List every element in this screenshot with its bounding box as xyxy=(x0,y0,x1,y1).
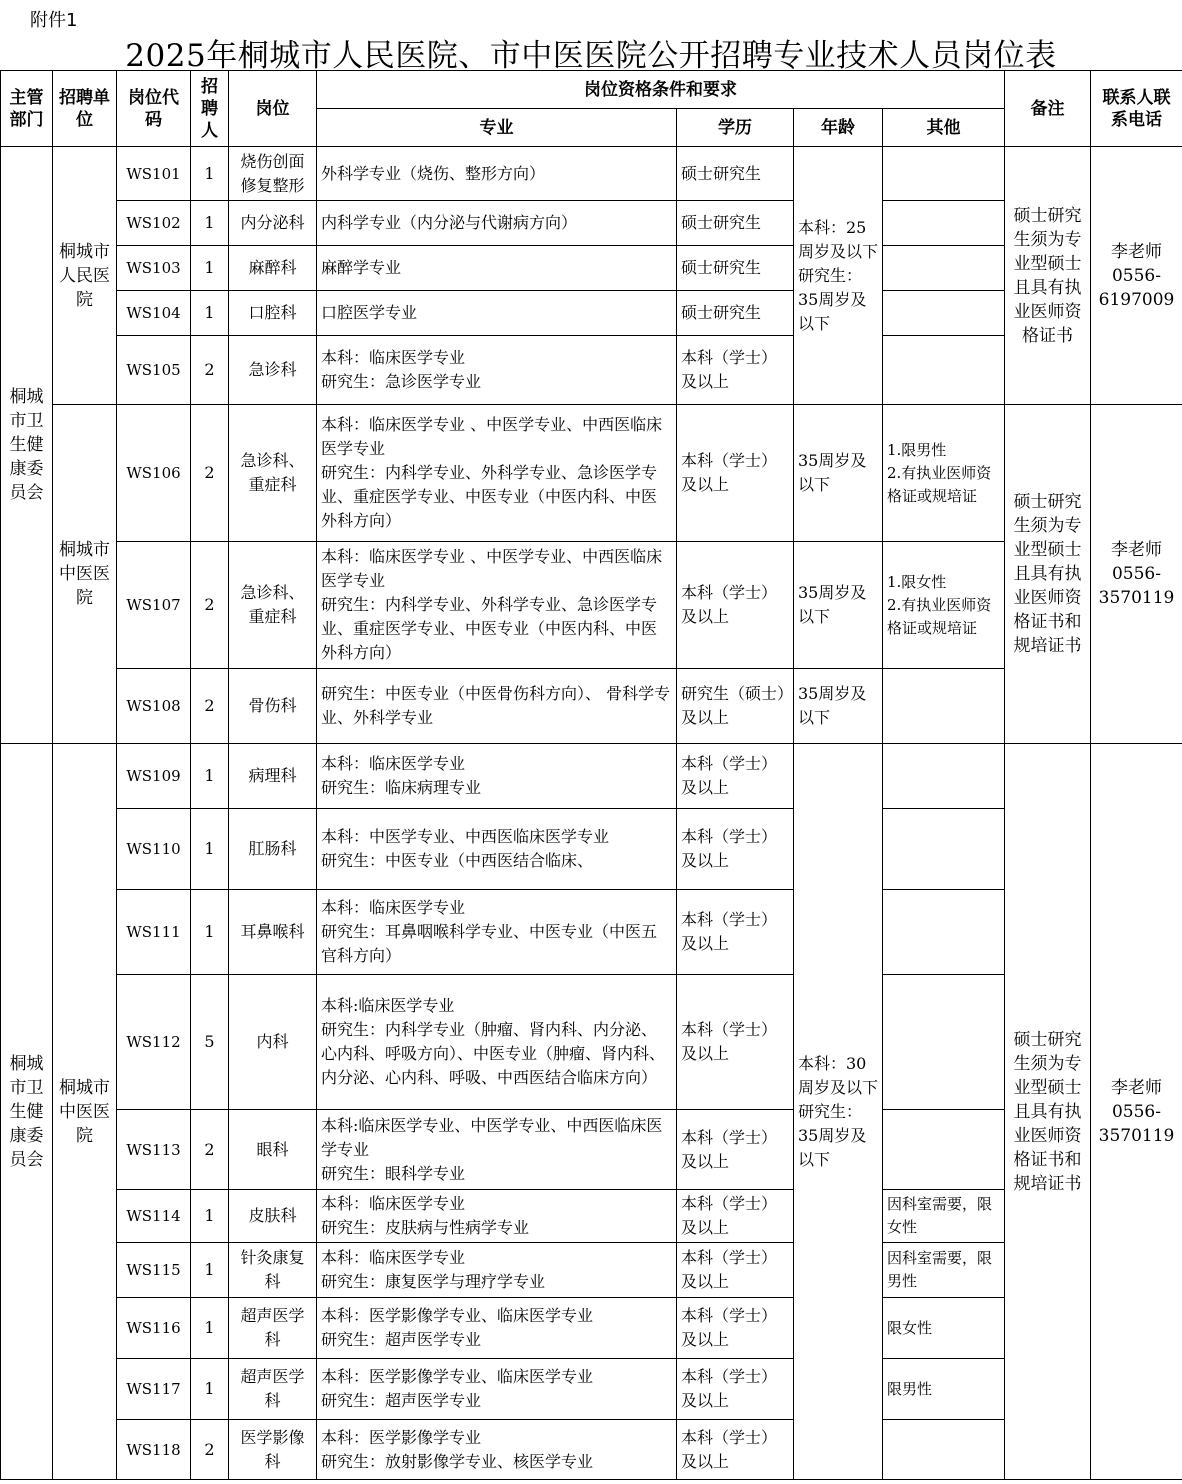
code-cell: WS116 xyxy=(117,1298,191,1359)
remark-cell: 硕士研究生须为专业型硕士且具有执业医师资格证书和规培证书 xyxy=(1005,405,1091,744)
count-cell: 2 xyxy=(191,669,229,744)
count-cell: 1 xyxy=(191,890,229,975)
age-cell: 本科：30周岁及以下 研究生：35周岁及以下 xyxy=(794,744,883,1480)
page-title: 2025年桐城市人民医院、市中医医院公开招聘专业技术人员岗位表 xyxy=(125,38,1057,74)
education-cell: 本科（学士）及以上 xyxy=(677,1243,794,1298)
header-dept: 主管部门 xyxy=(1,71,53,147)
header-education: 学历 xyxy=(677,109,794,147)
other-cell xyxy=(883,975,1005,1110)
education-cell: 本科（学士）及以上 xyxy=(677,405,794,542)
education-cell: 硕士研究生 xyxy=(677,246,794,291)
post-cell: 耳鼻喉科 xyxy=(229,890,317,975)
header-age: 年龄 xyxy=(794,109,883,147)
education-cell: 本科（学士）及以上 xyxy=(677,336,794,405)
count-cell: 1 xyxy=(191,1243,229,1298)
post-cell: 急诊科、重症科 xyxy=(229,405,317,542)
major-cell: 本科:临床医学专业、中医学专业、中西医临床医学专业 研究生：眼科学专业 xyxy=(317,1110,677,1190)
education-cell: 硕士研究生 xyxy=(677,291,794,336)
count-cell: 1 xyxy=(191,1190,229,1243)
age-cell: 35周岁及以下 xyxy=(794,669,883,744)
post-cell: 骨伤科 xyxy=(229,669,317,744)
major-cell: 本科：临床医学专业 研究生：康复医学与理疗学专业 xyxy=(317,1243,677,1298)
major-cell: 本科:临床医学专业 研究生：内科学专业（肿瘤、肾内科、内分泌、心内科、呼吸方向）、中医专业（肿瘤、肾内科、内分泌、心内科、呼吸、中西医结合临床方向） xyxy=(317,975,677,1110)
header-requirements: 岗位资格条件和要求 xyxy=(317,71,1005,109)
major-cell: 本科：临床医学专业 研究生：皮肤病与性病学专业 xyxy=(317,1190,677,1243)
count-cell: 1 xyxy=(191,1359,229,1420)
dept-cell: 桐城市卫生健康委员会 xyxy=(1,744,53,1480)
code-cell: WS118 xyxy=(117,1420,191,1480)
education-cell: 本科（学士）及以上 xyxy=(677,975,794,1110)
contact-cell: 李老师 0556-3570119 xyxy=(1091,744,1182,1480)
code-cell: WS109 xyxy=(117,744,191,809)
post-cell: 超声医学科 xyxy=(229,1359,317,1420)
other-cell xyxy=(883,1420,1005,1480)
post-cell: 急诊科、重症科 xyxy=(229,542,317,669)
major-cell: 本科：临床医学专业 研究生：耳鼻咽喉科学专业、中医专业（中医五官科方向） xyxy=(317,890,677,975)
contact-cell: 李老师 0556-3570119 xyxy=(1091,405,1182,744)
count-cell: 1 xyxy=(191,744,229,809)
recruitment-table xyxy=(0,70,1182,1480)
count-cell: 2 xyxy=(191,1420,229,1480)
education-cell: 本科（学士）及以上 xyxy=(677,1298,794,1359)
post-cell: 病理科 xyxy=(229,744,317,809)
other-cell: 限女性 xyxy=(883,1298,1005,1359)
post-cell: 内科 xyxy=(229,975,317,1110)
count-cell: 1 xyxy=(191,809,229,890)
other-cell: 因科室需要，限男性 xyxy=(883,1243,1005,1298)
count-cell: 2 xyxy=(191,1110,229,1190)
major-cell: 本科：临床医学专业 研究生：急诊医学专业 xyxy=(317,336,677,405)
major-cell: 本科：中医学专业、中西医临床医学专业 研究生：中医专业（中西医结合临床、 xyxy=(317,809,677,890)
unit-cell: 桐城市中医医院 xyxy=(53,744,117,1480)
other-cell xyxy=(883,246,1005,291)
major-cell: 本科：医学影像学专业 研究生：放射影像学专业、核医学专业 xyxy=(317,1420,677,1480)
age-cell: 本科：25周岁及以下 研究生：35周岁及以下 xyxy=(794,147,883,405)
count-cell: 1 xyxy=(191,246,229,291)
count-cell: 1 xyxy=(191,1298,229,1359)
major-cell: 内科学专业（内分泌与代谢病方向） xyxy=(317,201,677,246)
code-cell: WS112 xyxy=(117,975,191,1110)
attachment-label: 附件1 xyxy=(30,10,78,31)
post-cell: 眼科 xyxy=(229,1110,317,1190)
other-cell xyxy=(883,201,1005,246)
education-cell: 本科（学士）及以上 xyxy=(677,890,794,975)
table-row xyxy=(1,744,1182,809)
post-cell: 内分泌科 xyxy=(229,201,317,246)
table-row xyxy=(1,405,1182,542)
count-cell: 1 xyxy=(191,147,229,201)
header-other: 其他 xyxy=(883,109,1005,147)
education-cell: 研究生（硕士）及以上 xyxy=(677,669,794,744)
major-cell: 麻醉学专业 xyxy=(317,246,677,291)
code-cell: WS103 xyxy=(117,246,191,291)
education-cell: 硕士研究生 xyxy=(677,201,794,246)
count-cell: 2 xyxy=(191,336,229,405)
other-cell xyxy=(883,669,1005,744)
contact-cell: 李老师 0556-6197009 xyxy=(1091,147,1182,405)
education-cell: 本科（学士）及以上 xyxy=(677,1110,794,1190)
code-cell: WS102 xyxy=(117,201,191,246)
education-cell: 本科（学士）及以上 xyxy=(677,1359,794,1420)
code-cell: WS113 xyxy=(117,1110,191,1190)
post-cell: 急诊科 xyxy=(229,336,317,405)
post-cell: 肛肠科 xyxy=(229,809,317,890)
other-cell: 因科室需要，限女性 xyxy=(883,1190,1005,1243)
post-cell: 麻醉科 xyxy=(229,246,317,291)
unit-cell: 桐城市人民医院 xyxy=(53,147,117,405)
code-cell: WS105 xyxy=(117,336,191,405)
code-cell: WS104 xyxy=(117,291,191,336)
other-cell: 1.限男性 2.有执业医师资格证或规培证 xyxy=(883,405,1005,542)
post-cell: 医学影像科 xyxy=(229,1420,317,1480)
major-cell: 本科：临床医学专业 、中医学专业、中西医临床医学专业 研究生：内科学专业、外科学专业、急诊医学专业、重症医学专业、中医专业（中医内科、中医外科方向） xyxy=(317,405,677,542)
education-cell: 本科（学士）及以上 xyxy=(677,1190,794,1243)
other-cell xyxy=(883,809,1005,890)
header-count: 招聘人 xyxy=(191,71,229,147)
code-cell: WS114 xyxy=(117,1190,191,1243)
dept-cell: 桐城市卫生健康委员会 xyxy=(1,147,53,744)
unit-cell: 桐城市中医医院 xyxy=(53,405,117,744)
education-cell: 本科（学士）及以上 xyxy=(677,809,794,890)
post-cell: 烧伤创面修复整形 xyxy=(229,147,317,201)
post-cell: 皮肤科 xyxy=(229,1190,317,1243)
count-cell: 2 xyxy=(191,405,229,542)
major-cell: 本科：临床医学专业 、中医学专业、中西医临床医学专业 研究生：内科学专业、外科学专业、急诊医学专业、重症医学专业、中医专业（中医内科、中医外科方向） xyxy=(317,542,677,669)
major-cell: 本科：医学影像学专业、临床医学专业 研究生：超声医学专业 xyxy=(317,1359,677,1420)
age-cell: 35周岁及以下 xyxy=(794,542,883,669)
header-code: 岗位代码 xyxy=(117,71,191,147)
other-cell xyxy=(883,744,1005,809)
code-cell: WS101 xyxy=(117,147,191,201)
other-cell xyxy=(883,336,1005,405)
major-cell: 研究生：中医专业（中医骨伤科方向）、 骨科学专业、外科学专业 xyxy=(317,669,677,744)
code-cell: WS110 xyxy=(117,809,191,890)
education-cell: 本科（学士）及以上 xyxy=(677,542,794,669)
table-row xyxy=(1,147,1182,201)
header-major: 专业 xyxy=(317,109,677,147)
major-cell: 本科：临床医学专业 研究生：临床病理专业 xyxy=(317,744,677,809)
major-cell: 外科学专业（烧伤、整形方向） xyxy=(317,147,677,201)
header-remark: 备注 xyxy=(1005,71,1091,147)
education-cell: 本科（学士）及以上 xyxy=(677,744,794,809)
count-cell: 1 xyxy=(191,291,229,336)
code-cell: WS107 xyxy=(117,542,191,669)
major-cell: 口腔医学专业 xyxy=(317,291,677,336)
other-cell xyxy=(883,1110,1005,1190)
remark-cell: 硕士研究生须为专业型硕士且具有执业医师资格证书 xyxy=(1005,147,1091,405)
code-cell: WS108 xyxy=(117,669,191,744)
other-cell: 1.限女性 2.有执业医师资格证或规培证 xyxy=(883,542,1005,669)
major-cell: 本科：医学影像学专业、临床医学专业 研究生：超声医学专业 xyxy=(317,1298,677,1359)
other-cell xyxy=(883,147,1005,201)
other-cell: 限男性 xyxy=(883,1359,1005,1420)
remark-cell: 硕士研究生须为专业型硕士且具有执业医师资格证书和规培证书 xyxy=(1005,744,1091,1480)
code-cell: WS115 xyxy=(117,1243,191,1298)
other-cell xyxy=(883,890,1005,975)
header-unit: 招聘单位 xyxy=(53,71,117,147)
count-cell: 2 xyxy=(191,542,229,669)
code-cell: WS106 xyxy=(117,405,191,542)
code-cell: WS117 xyxy=(117,1359,191,1420)
age-cell: 35周岁及以下 xyxy=(794,405,883,542)
post-cell: 口腔科 xyxy=(229,291,317,336)
header-post: 岗位 xyxy=(229,71,317,147)
post-cell: 针灸康复科 xyxy=(229,1243,317,1298)
education-cell: 本科（学士）及以上 xyxy=(677,1420,794,1480)
post-cell: 超声医学科 xyxy=(229,1298,317,1359)
code-cell: WS111 xyxy=(117,890,191,975)
count-cell: 1 xyxy=(191,201,229,246)
count-cell: 5 xyxy=(191,975,229,1110)
other-cell xyxy=(883,291,1005,336)
education-cell: 硕士研究生 xyxy=(677,147,794,201)
header-contact: 联系人联系电话 xyxy=(1091,71,1182,147)
